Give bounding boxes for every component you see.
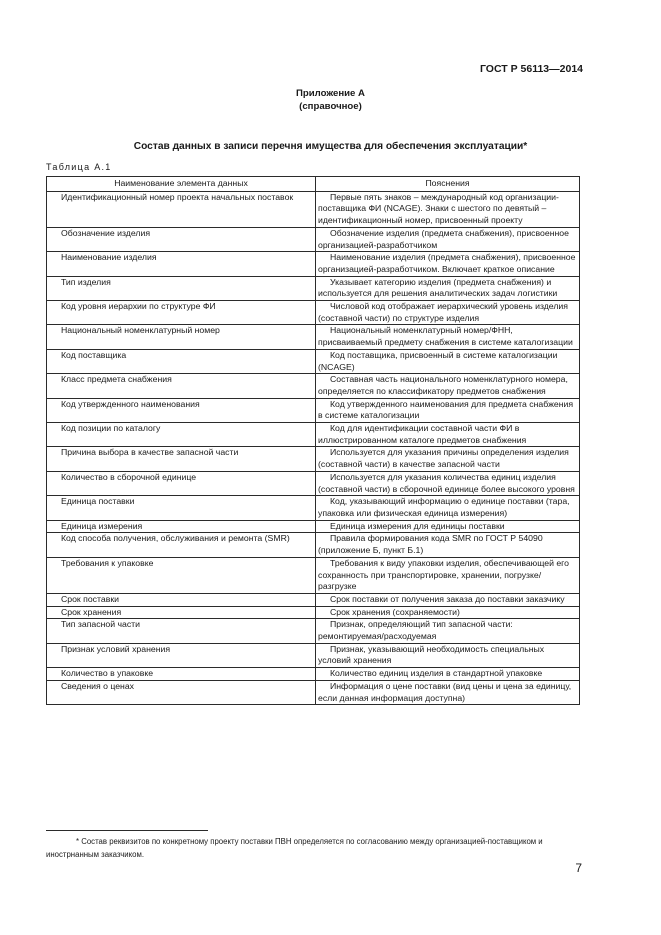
cell-element-name: Класс предмета снабжения bbox=[47, 374, 316, 398]
footnote-divider bbox=[46, 830, 208, 831]
table-row bbox=[47, 619, 580, 643]
table-row bbox=[47, 301, 580, 325]
cell-element-name: Тип запасной части bbox=[47, 619, 316, 643]
table-row bbox=[47, 680, 580, 704]
standard-designation: ГОСТ Р 56113—2014 bbox=[479, 63, 583, 75]
cell-element-name: Признак условий хранения bbox=[47, 643, 316, 667]
table-row bbox=[47, 227, 580, 251]
table-row bbox=[47, 325, 580, 349]
table-row bbox=[47, 668, 580, 681]
cell-element-name: Код уровня иерархии по структуре ФИ bbox=[47, 301, 316, 325]
table-label: Таблица А.1 bbox=[46, 162, 112, 172]
table-row bbox=[47, 252, 580, 276]
data-elements-table bbox=[46, 176, 580, 705]
cell-element-name: Срок поставки bbox=[47, 593, 316, 606]
cell-element-name: Единица измерения bbox=[47, 520, 316, 533]
cell-explanation: Требования к виду упаковки изделия, обеспечивающей его сохранность при транспортировке, хранении, погрузке/разгрузке bbox=[316, 557, 580, 593]
cell-explanation: Код утвержденного наименования для предмета снабжения в системе каталогизации bbox=[316, 398, 580, 422]
footnote-text: * Состав реквизитов по конкретному проекту поставки ПВН определяется по согласованию между организацией-поставщиком и инострнанным заказчиком. bbox=[46, 837, 543, 859]
footnote bbox=[46, 836, 580, 861]
cell-explanation: Используется для указания количества единиц изделия (составной части) в сборочной единице более высокого уровня bbox=[316, 471, 580, 495]
cell-element-name: Код позиции по каталогу bbox=[47, 423, 316, 447]
table-row bbox=[47, 191, 580, 227]
table-row bbox=[47, 606, 580, 619]
page-number: 7 bbox=[575, 861, 582, 875]
cell-element-name: Сведения о ценах bbox=[47, 680, 316, 704]
table-row bbox=[47, 423, 580, 447]
appendix-title: Приложение А bbox=[296, 88, 365, 99]
cell-element-name: Код поставщика bbox=[47, 349, 316, 373]
cell-element-name: Код способа получения, обслуживания и ремонта (SMR) bbox=[47, 533, 316, 557]
cell-explanation: Составная часть национального номенклатурного номера, определяется по классификатору предметов снабжения bbox=[316, 374, 580, 398]
cell-explanation: Обозначение изделия (предмета снабжения), присвоенное организацией-разработчиком bbox=[316, 227, 580, 251]
cell-element-name: Требования к упаковке bbox=[47, 557, 316, 593]
cell-explanation: Используется для указания причины определения изделия (составной части) в качестве запасной части bbox=[316, 447, 580, 471]
cell-explanation: Срок хранения (сохраняемости) bbox=[316, 606, 580, 619]
table-row bbox=[47, 349, 580, 373]
header-element-name: Наименование элемента данных bbox=[47, 177, 316, 192]
document-title: Состав данных в записи перечня имущества для обеспечения эксплуатации* bbox=[133, 141, 528, 152]
cell-element-name: Наименование изделия bbox=[47, 252, 316, 276]
cell-explanation: Количество единиц изделия в стандартной упаковке bbox=[316, 668, 580, 681]
header-explanation: Пояснения bbox=[316, 177, 580, 192]
table-row bbox=[47, 398, 580, 422]
cell-explanation: Признак, указывающий необходимость специальных условий хранения bbox=[316, 643, 580, 667]
table-row bbox=[47, 374, 580, 398]
cell-explanation: Числовой код отображает иерархический уровень изделия (составной части) по структуре изделия bbox=[316, 301, 580, 325]
cell-explanation: Код для идентификации составной части ФИ в иллюстрированном каталоге предметов снабжения bbox=[316, 423, 580, 447]
table-row bbox=[47, 593, 580, 606]
cell-element-name: Срок хранения bbox=[47, 606, 316, 619]
cell-element-name: Единица поставки bbox=[47, 496, 316, 520]
cell-explanation: Первые пять знаков – международный код организации-поставщика ФИ (NCAGE). Знаки с шестого по девятый – идентификационный номер, присвоенный проекту bbox=[316, 191, 580, 227]
table-row bbox=[47, 447, 580, 471]
cell-explanation: Указывает категорию изделия (предмета снабжения) и используется для решения аналитических задач логистики bbox=[316, 276, 580, 300]
table-row bbox=[47, 496, 580, 520]
cell-explanation: Код, указывающий информацию о единице поставки (тара, упаковка или физическая единица измерения) bbox=[316, 496, 580, 520]
cell-explanation: Единица измерения для единицы поставки bbox=[316, 520, 580, 533]
cell-explanation: Признак, определяющий тип запасной части: ремонтируемая/расходуемая bbox=[316, 619, 580, 643]
cell-element-name: Тип изделия bbox=[47, 276, 316, 300]
cell-explanation: Наименование изделия (предмета снабжения), присвоенное организацией-разработчиком. Включает краткое описание bbox=[316, 252, 580, 276]
cell-explanation: Срок поставки от получения заказа до поставки заказчику bbox=[316, 593, 580, 606]
cell-element-name: Причина выбора в качестве запасной части bbox=[47, 447, 316, 471]
table-row bbox=[47, 533, 580, 557]
cell-element-name: Обозначение изделия bbox=[47, 227, 316, 251]
appendix-subtitle: (справочное) bbox=[299, 100, 362, 112]
cell-explanation: Правила формирования кода SMR по ГОСТ Р 54090 (приложение Б, пункт Б.1) bbox=[316, 533, 580, 557]
cell-element-name: Количество в упаковке bbox=[47, 668, 316, 681]
cell-explanation: Национальный номенклатурный номер/ФНН, присваиваемый предмету снабжения в системе каталогизации bbox=[316, 325, 580, 349]
appendix-heading bbox=[0, 88, 661, 113]
table-body bbox=[47, 191, 580, 705]
cell-element-name: Код утвержденного наименования bbox=[47, 398, 316, 422]
cell-element-name: Национальный номенклатурный номер bbox=[47, 325, 316, 349]
cell-element-name: Количество в сборочной единице bbox=[47, 471, 316, 495]
table-row bbox=[47, 557, 580, 593]
cell-explanation: Информация о цене поставки (вид цены и цена за единицу, если данная информация доступна) bbox=[316, 680, 580, 704]
table-header-row bbox=[47, 177, 580, 192]
table-row bbox=[47, 520, 580, 533]
table-row bbox=[47, 471, 580, 495]
cell-explanation: Код поставщика, присвоенный в системе каталогизации (NCAGE) bbox=[316, 349, 580, 373]
table-row bbox=[47, 643, 580, 667]
table-row bbox=[47, 276, 580, 300]
cell-element-name: Идентификационный номер проекта начальных поставок bbox=[47, 191, 316, 227]
